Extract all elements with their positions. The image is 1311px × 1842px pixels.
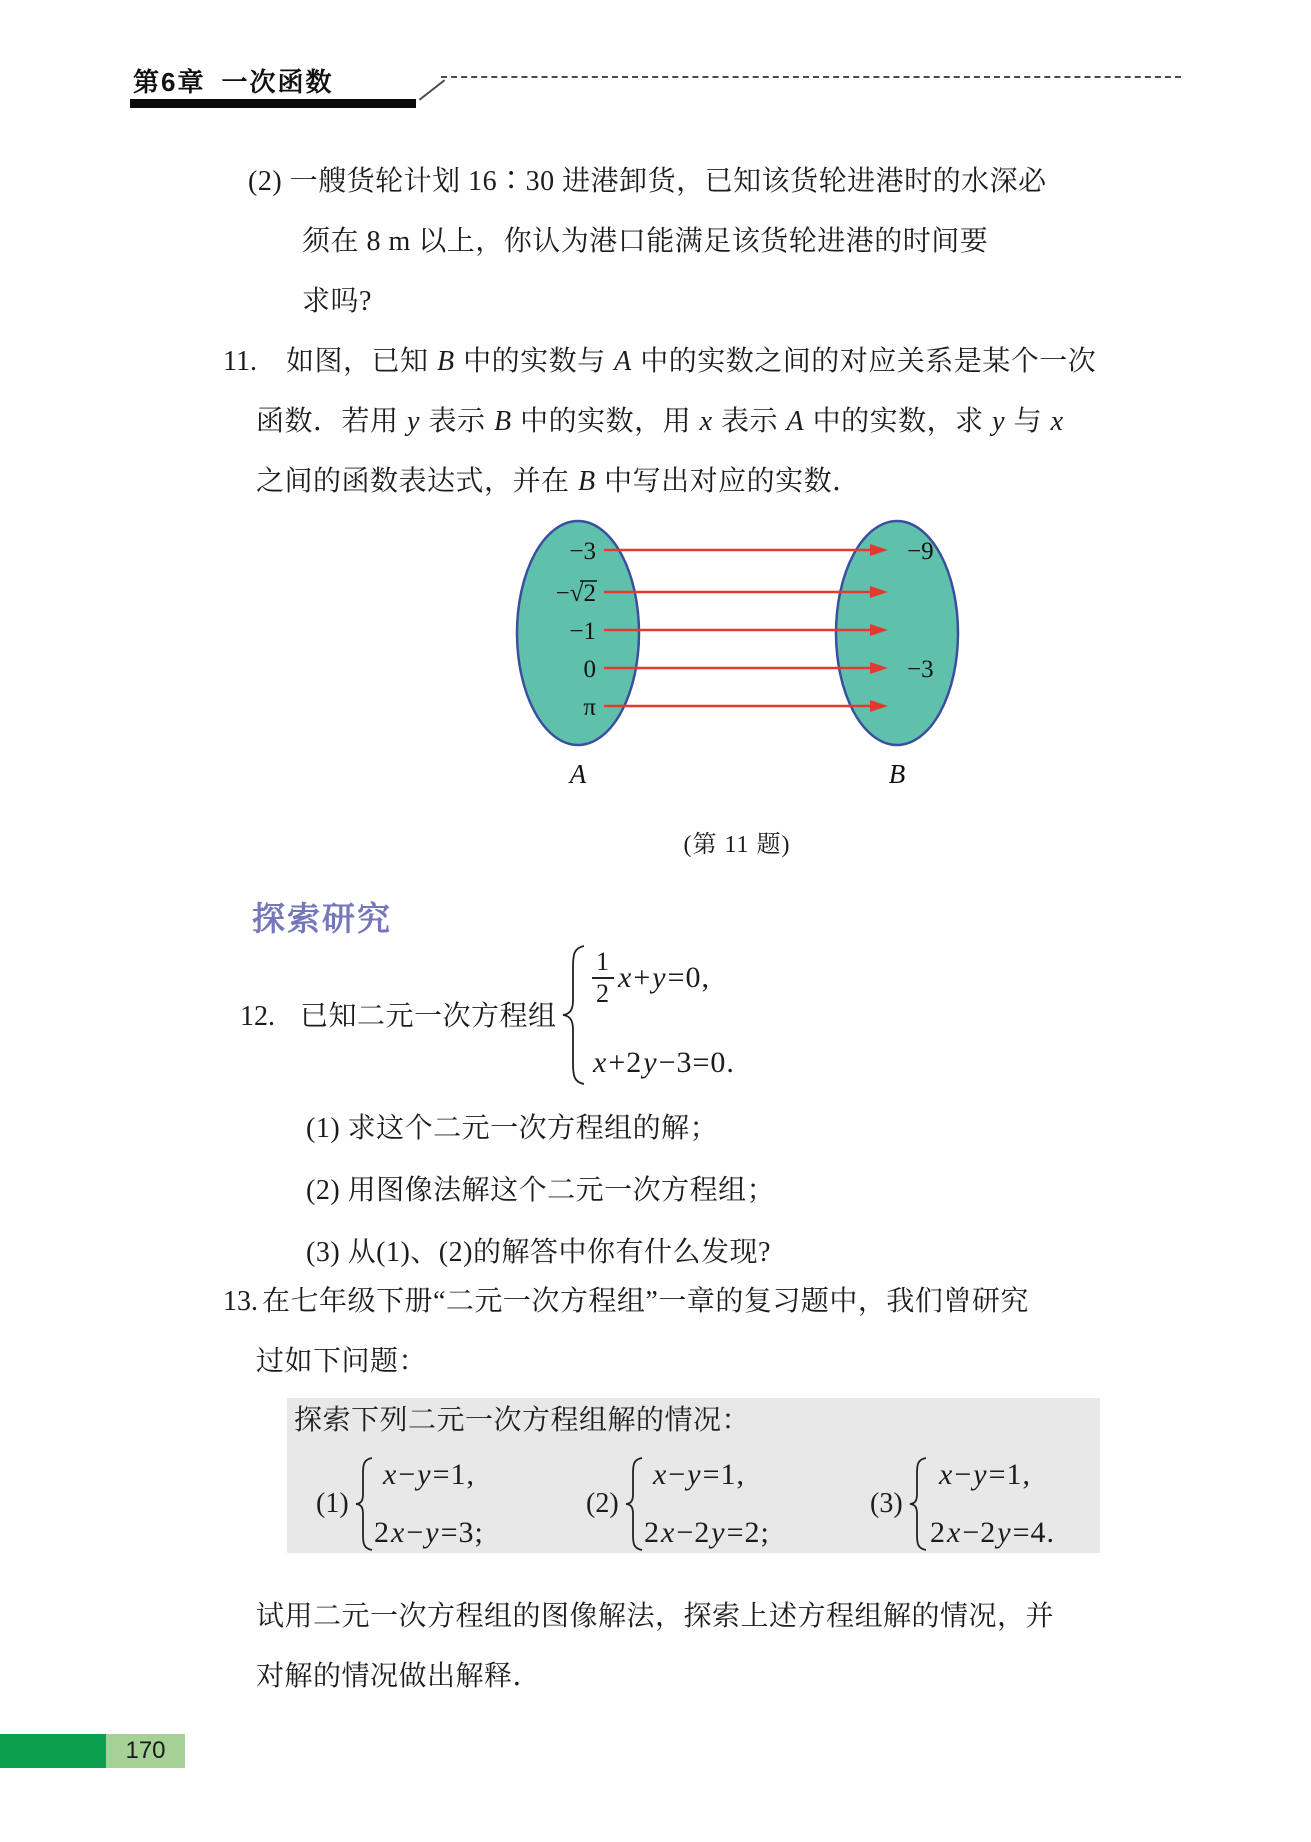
system1-brace — [352, 1456, 376, 1552]
system2-eq1: x−y=1, — [653, 1458, 745, 1491]
chapter-number: 第6章 — [133, 67, 206, 97]
problem13-line2: 过如下问题： — [256, 1346, 428, 1377]
set-a-value-4: 0 — [583, 656, 596, 683]
problem10-2-line1: (2) 一艘货轮计划 16∶30 进港卸货，已知该货轮进港时的水深必 — [248, 166, 1047, 197]
page-number: 170 — [125, 1737, 166, 1764]
section-title: 探索研究 — [252, 900, 392, 937]
set-a-value-1: −3 — [569, 538, 596, 565]
system1-eq1: x−y=1, — [383, 1458, 475, 1491]
fraction-numerator: 1 — [592, 947, 614, 979]
footer-accent-block — [0, 1734, 106, 1768]
set-a-label: A — [569, 759, 587, 789]
problem12-equation2: x +2 y −3=0. — [593, 1046, 735, 1079]
set-b-value-mid: −3 — [907, 656, 934, 683]
problem12-equation1 — [592, 946, 710, 1010]
equation1-body: x+y=0, — [618, 961, 710, 994]
chapter-title: 一次函数 — [221, 67, 334, 97]
problem11-line3: 之间的函数表达式，并在 B 中写出对应的实数． — [256, 466, 861, 497]
system1-label: (1) — [316, 1488, 349, 1519]
problem13-closing1: 试用二元一次方程组的图像解法，探索上述方程组解的情况，并 — [256, 1601, 1055, 1632]
fraction-denominator: 2 — [596, 979, 610, 1008]
system2-brace — [622, 1456, 646, 1552]
set-b-ellipse — [836, 521, 958, 745]
system3-brace — [906, 1456, 930, 1552]
problem12-sub1: (1) 求这个二元一次方程组的解； — [306, 1113, 719, 1144]
problem13-line1: 在七年级下册“二元一次方程组”一章的复习题中，我们曾研究 — [262, 1286, 1029, 1317]
problem11-line1: 如图，已知 B 中的实数与 A 中的实数之间的对应关系是某个一次 — [286, 346, 1097, 377]
system-brace — [558, 944, 588, 1086]
problem12-sub3: (3) 从(1)、(2)的解答中你有什么发现? — [306, 1237, 771, 1268]
problem10-2-line2: 须在 8 m 以上，你认为港口能满足该货轮进港的时间要 — [302, 226, 989, 257]
system3-eq1: x−y=1, — [939, 1458, 1031, 1491]
mapping-diagram — [430, 500, 1050, 860]
box-title: 探索下列二元一次方程组解的情况： — [294, 1405, 751, 1436]
set-b-label: B — [888, 759, 906, 789]
system3-label: (3) — [870, 1488, 903, 1519]
problem12-intro: 已知二元一次方程组 — [300, 1001, 557, 1032]
problem13-number: 13. — [223, 1286, 258, 1317]
diagram-caption: (第 11 题) — [683, 832, 791, 858]
problem11-number: 11. — [223, 346, 257, 377]
fraction — [592, 947, 614, 1009]
chapter-header — [133, 62, 333, 99]
set-a-value-2: −√2 — [555, 580, 596, 607]
set-a-value-5: π — [583, 694, 596, 721]
problem10-2-line3: 求吗? — [302, 286, 372, 317]
mapping-arrows — [604, 550, 871, 706]
problem11-line2: 函数．若用 y 表示 B 中的实数，用 x 表示 A 中的实数，求 y 与 x — [256, 406, 1064, 437]
set-a-value-3: −1 — [569, 618, 596, 645]
footer-page-number-block — [106, 1734, 185, 1768]
problem12-sub2: (2) 用图像法解这个二元一次方程组； — [306, 1175, 776, 1206]
system2-eq2: 2x−2y=2; — [644, 1516, 770, 1549]
chapter-underline — [130, 99, 416, 108]
header-dash-line — [441, 76, 1181, 78]
system1-eq2: 2x−y=3; — [374, 1516, 484, 1549]
system2-label: (2) — [586, 1488, 619, 1519]
system3-eq2: 2x−2y=4. — [930, 1516, 1055, 1549]
header-slash — [419, 79, 445, 100]
problem13-closing2: 对解的情况做出解释． — [256, 1661, 542, 1692]
set-b-value-top: −9 — [907, 538, 934, 565]
problem12-number: 12. — [240, 1001, 275, 1032]
